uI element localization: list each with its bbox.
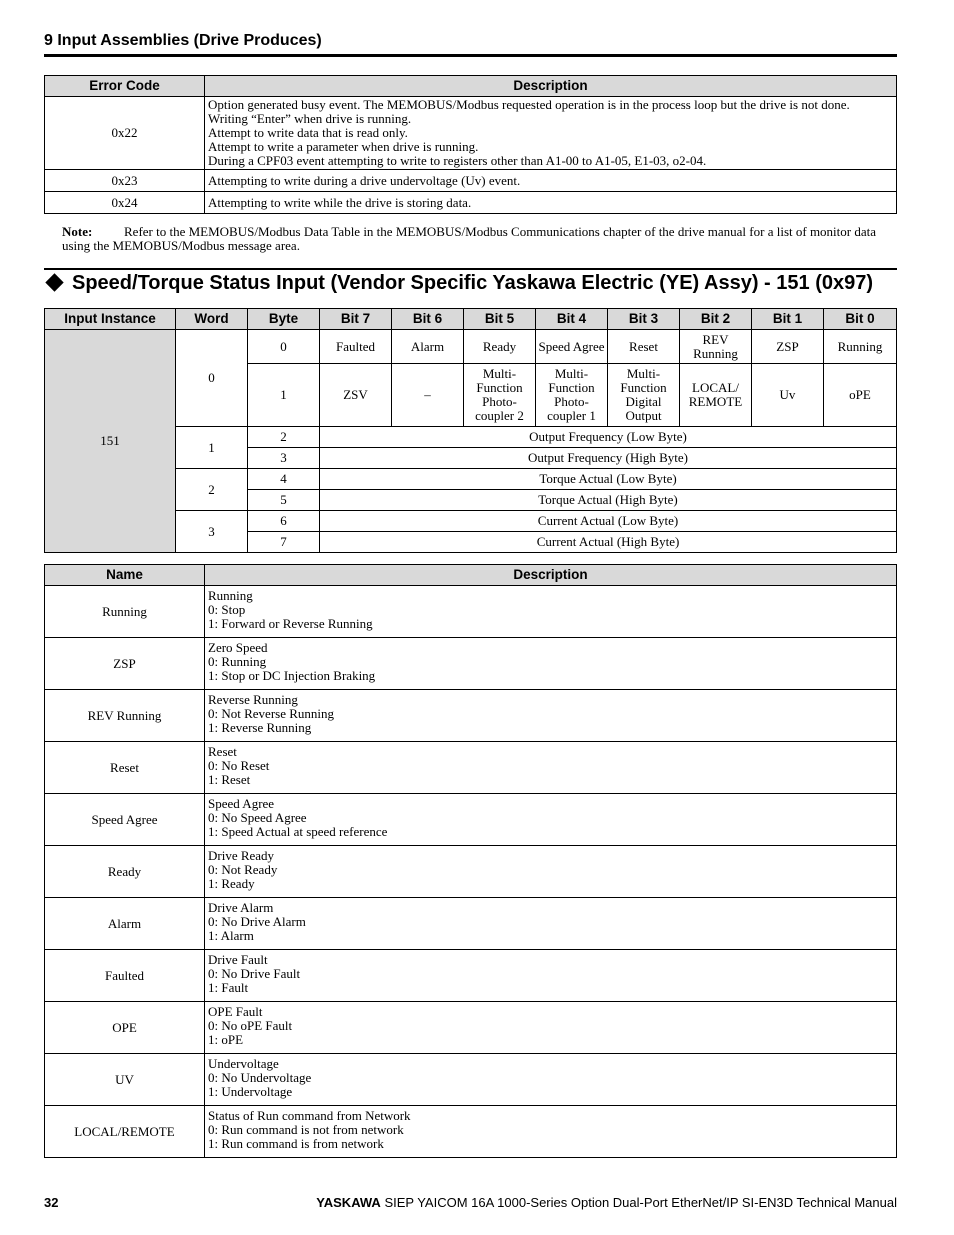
- word-cell: 1: [176, 427, 248, 469]
- description-line: Reset: [208, 744, 237, 759]
- table-row: [45, 638, 897, 690]
- description-line: Attempt to write data that is read only.: [208, 125, 408, 140]
- description-line: 0: Not Ready: [208, 862, 278, 877]
- description-line: Reverse Running: [208, 692, 298, 707]
- table-row: [45, 330, 897, 364]
- description-line: 1: oPE: [208, 1032, 244, 1047]
- description-line: Speed Agree: [208, 796, 275, 811]
- description-line: Drive Alarm: [208, 900, 274, 915]
- byte-description-cell: Output Frequency (Low Byte): [320, 427, 897, 448]
- instance-cell: 151: [45, 330, 176, 553]
- col-header: Bit 4: [536, 309, 608, 330]
- name-cell: LOCAL/REMOTE: [45, 1106, 205, 1158]
- col-header: Bit 0: [824, 309, 897, 330]
- error-code-cell: 0x23: [45, 170, 205, 192]
- byte-description-cell: Current Actual (High Byte): [320, 532, 897, 553]
- byte-description-cell: Output Frequency (High Byte): [320, 448, 897, 469]
- byte-description-cell: Torque Actual (Low Byte): [320, 469, 897, 490]
- bit-cell: Faulted: [320, 330, 392, 364]
- error-code-cell: 0x22: [45, 97, 205, 170]
- word-cell: 0: [176, 330, 248, 427]
- col-header: Bit 7: [320, 309, 392, 330]
- description-cell: [205, 898, 897, 950]
- description-cell: [205, 690, 897, 742]
- table-row: [45, 950, 897, 1002]
- diamond-bullet-icon: [45, 274, 63, 292]
- description-line: 0: No Undervoltage: [208, 1070, 312, 1085]
- description-line: Attempt to write a parameter when drive is running.: [208, 139, 479, 154]
- manual-name: SIEP YAICOM 16A 1000-Series Option Dual-Port EtherNet/IP SI-EN3D Technical Manual: [384, 1195, 897, 1210]
- byte-cell: 0: [248, 330, 320, 364]
- col-header-error-code: Error Code: [45, 76, 205, 97]
- description-line: Running: [208, 588, 253, 603]
- description-line: Drive Fault: [208, 952, 268, 967]
- bit-cell: REV Running: [680, 330, 752, 364]
- bit-cell: Ready: [464, 330, 536, 364]
- description-line: 0: Run command is not from network: [208, 1122, 404, 1137]
- bit-cell: ZSV: [320, 364, 392, 427]
- name-cell: Reset: [45, 742, 205, 794]
- col-header-name: Name: [45, 565, 205, 586]
- description-line: Undervoltage: [208, 1056, 279, 1071]
- input-instance-table: [44, 308, 897, 553]
- note-text: Refer to the MEMOBUS/Modbus Data Table in the MEMOBUS/Modbus Communications chapter of the drive manual for a list of monitor data using the MEMOBUS/Modbus message area.: [62, 224, 877, 253]
- note: [62, 225, 897, 253]
- description-line: 0: Running: [208, 654, 267, 669]
- table-row: [45, 170, 897, 192]
- bit-cell: Running: [824, 330, 897, 364]
- col-header: Bit 6: [392, 309, 464, 330]
- description-line: 1: Fault: [208, 980, 249, 995]
- col-header: Word: [176, 309, 248, 330]
- bit-cell: –: [392, 364, 464, 427]
- description-line: Zero Speed: [208, 640, 268, 655]
- description-line: 1: Reverse Running: [208, 720, 312, 735]
- description-line: 1: Undervoltage: [208, 1084, 293, 1099]
- section-heading-text: Speed/Torque Status Input (Vendor Specific Yaskawa Electric (YE) Assy) - 151 (0x97): [72, 272, 874, 294]
- bit-cell: ZSP: [752, 330, 824, 364]
- description-line: 0: No Reset: [208, 758, 270, 773]
- description-line: 0: No Speed Agree: [208, 810, 307, 825]
- table-row: [45, 1054, 897, 1106]
- description-cell: [205, 846, 897, 898]
- table-row: [45, 586, 897, 638]
- name-cell: UV: [45, 1054, 205, 1106]
- byte-cell: 4: [248, 469, 320, 490]
- name-cell: Faulted: [45, 950, 205, 1002]
- bit-cell: Multi-Function Photo-coupler 2: [464, 364, 536, 427]
- byte-cell: 6: [248, 511, 320, 532]
- name-cell: Alarm: [45, 898, 205, 950]
- name-cell: REV Running: [45, 690, 205, 742]
- description-line: Attempting to write during a drive undervoltage (Uv) event.: [208, 172, 521, 188]
- description-line: Option generated busy event. The MEMOBUS/Modbus requested operation is in the process loop but the drive is not done.: [208, 97, 850, 112]
- bit-cell: Alarm: [392, 330, 464, 364]
- bit-cell: Reset: [608, 330, 680, 364]
- description-line: 1: Ready: [208, 876, 255, 891]
- bit-cell: oPE: [824, 364, 897, 427]
- table-row: [45, 97, 897, 170]
- description-line: 0: Not Reverse Running: [208, 706, 335, 721]
- description-line: 0: No oPE Fault: [208, 1018, 293, 1033]
- description-cell: [205, 742, 897, 794]
- description-line: Drive Ready: [208, 848, 275, 863]
- footer-manual-title: [316, 1195, 897, 1210]
- header-rule: [44, 54, 897, 57]
- description-line: 1: Forward or Reverse Running: [208, 616, 373, 631]
- description-line: Attempting to write while the drive is storing data.: [208, 194, 472, 210]
- note-label: Note:: [62, 224, 93, 239]
- bit-name-table: [44, 564, 897, 1158]
- error-code-table: [44, 75, 897, 214]
- description-line: During a CPF03 event attempting to write to registers other than A1-00 to A1-05, E1-03, o2-04.: [208, 153, 707, 168]
- word-cell: 2: [176, 469, 248, 511]
- table-row: [45, 690, 897, 742]
- page-number: 32: [44, 1195, 59, 1210]
- description-line: 1: Stop or DC Injection Braking: [208, 668, 376, 683]
- col-header: Bit 5: [464, 309, 536, 330]
- bit-cell: Multi-Function Digital Output: [608, 364, 680, 427]
- description-cell: [205, 794, 897, 846]
- bit-cell: Uv: [752, 364, 824, 427]
- description-cell: [205, 97, 897, 170]
- brand-name: YASKAWA: [316, 1195, 381, 1210]
- byte-description-cell: Torque Actual (High Byte): [320, 490, 897, 511]
- description-line: 0: No Drive Alarm: [208, 914, 306, 929]
- bit-cell: LOCAL/ REMOTE: [680, 364, 752, 427]
- bit-cell: Speed Agree: [536, 330, 608, 364]
- table-row: [45, 192, 897, 214]
- description-cell: [205, 1054, 897, 1106]
- description-cell: [205, 586, 897, 638]
- description-line: 0: No Drive Fault: [208, 966, 301, 981]
- description-line: OPE Fault: [208, 1004, 263, 1019]
- name-cell: Speed Agree: [45, 794, 205, 846]
- section-heading: [44, 272, 873, 295]
- col-header: Bit 2: [680, 309, 752, 330]
- name-cell: Ready: [45, 846, 205, 898]
- description-line: 1: Run command is from network: [208, 1136, 384, 1151]
- name-cell: ZSP: [45, 638, 205, 690]
- col-header: Bit 3: [608, 309, 680, 330]
- byte-cell: 5: [248, 490, 320, 511]
- description-cell: [205, 638, 897, 690]
- col-header: Byte: [248, 309, 320, 330]
- table-row: [45, 846, 897, 898]
- byte-cell: 7: [248, 532, 320, 553]
- error-code-cell: 0x24: [45, 192, 205, 214]
- bit-cell: Multi-Function Photo-coupler 1: [536, 364, 608, 427]
- description-cell: [205, 1106, 897, 1158]
- word-cell: 3: [176, 511, 248, 553]
- description-cell: [205, 1002, 897, 1054]
- byte-cell: 2: [248, 427, 320, 448]
- col-header: Input Instance: [45, 309, 176, 330]
- byte-cell: 1: [248, 364, 320, 427]
- col-header-description: Description: [205, 76, 897, 97]
- byte-cell: 3: [248, 448, 320, 469]
- table-row: [45, 898, 897, 950]
- description-cell: [205, 950, 897, 1002]
- name-cell: OPE: [45, 1002, 205, 1054]
- description-cell: [205, 170, 897, 192]
- description-line: 0: Stop: [208, 602, 246, 617]
- description-line: 1: Speed Actual at speed reference: [208, 824, 388, 839]
- description-cell: [205, 192, 897, 214]
- description-line: Writing “Enter” when drive is running.: [208, 111, 412, 126]
- table-row: [45, 1106, 897, 1158]
- table-row: [45, 742, 897, 794]
- table-row: [45, 1002, 897, 1054]
- section-header: 9 Input Assemblies (Drive Produces): [44, 32, 322, 49]
- byte-description-cell: Current Actual (Low Byte): [320, 511, 897, 532]
- table-row: [45, 794, 897, 846]
- name-cell: Running: [45, 586, 205, 638]
- section-rule: [44, 268, 897, 270]
- description-line: 1: Alarm: [208, 928, 254, 943]
- col-header-description: Description: [205, 565, 897, 586]
- description-line: 1: Reset: [208, 772, 251, 787]
- description-line: Status of Run command from Network: [208, 1108, 411, 1123]
- col-header: Bit 1: [752, 309, 824, 330]
